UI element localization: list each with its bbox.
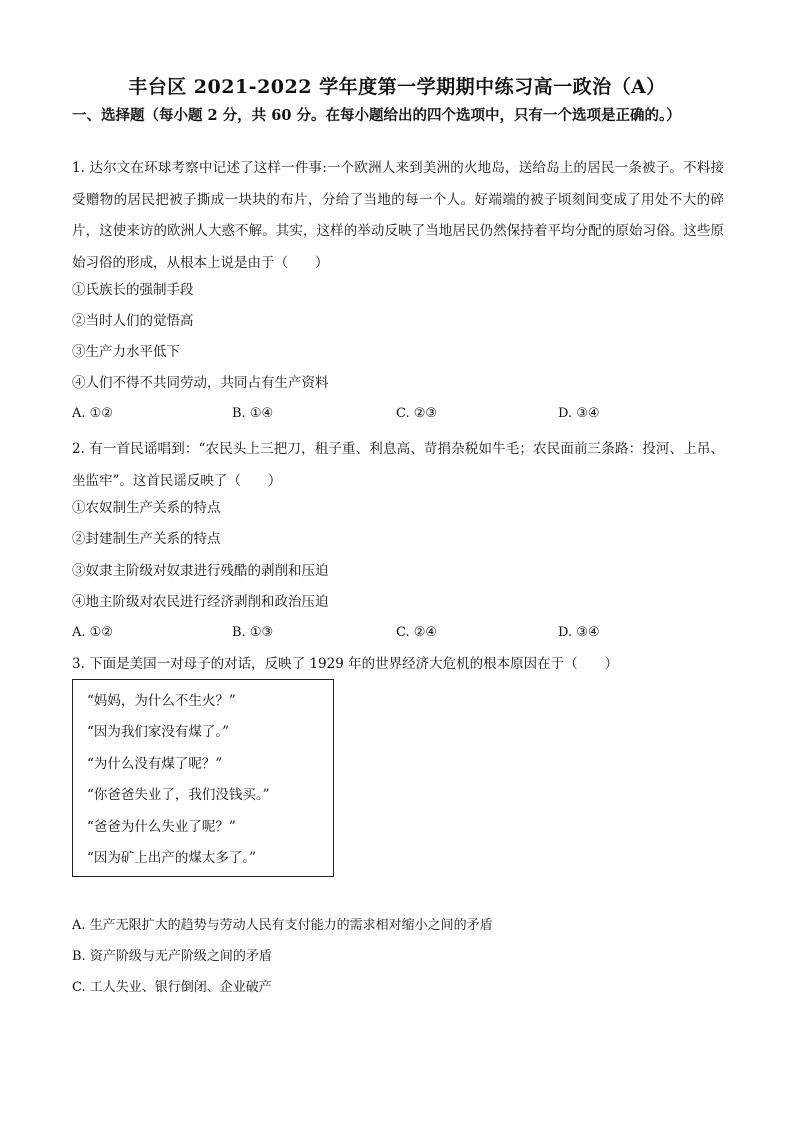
q1-item-2: ②当时人们的觉悟高 [72,313,194,329]
dialog-line-2: “因为我们家没有煤了。” [87,724,230,740]
q2-option-d: D. ③④ [558,625,600,640]
q3-stem: 3. 下面是美国一对母子的对话，反映了 1929 年的世界经济大危机的根本原因在于（ ） [72,656,619,672]
q2-item-4: ④地主阶级对农民进行经济剥削和政治压迫 [72,594,329,610]
dialog-line-1: “妈妈，为什么不生火？” [87,693,236,709]
q2-item-2: ②封建制生产关系的特点 [72,531,221,547]
q1-item-4: ④人们不得不共同劳动，共同占有生产资料 [72,375,329,391]
q3-option-c: C. 工人失业、银行倒闭、企业破产 [72,980,272,995]
q2-stem: 2. 有一首民谣唱到：“农民头上三把刀，租子重、利息高、苛捐杂税如牛毛；农民面前三条路：投河、上吊、坐监牢”。这首民谣反映了（ ） [72,441,724,489]
q2-item-3: ③奴隶主阶级对奴隶进行残酷的剥削和压迫 [72,563,329,579]
q1-stem: 1. 达尔文在环球考察中记述了这样一件事:一个欧洲人来到美洲的火地岛，送给岛上的居民一条被子。不料接受赠物的居民把被子撕成一块块的布片，分给了当地的每一个人。好端端的被子顷刻间变成了用处不大的碎片，这使来访的欧洲人大惑不解。其实，这样的举动反映了当地居民仍然保持着平均分配的原始习俗。这些原始习俗的形成，从根本上说是由于（ ） [72,160,724,271]
dialog-box [72,679,334,877]
dialog-line-4: “你爸爸失业了，我们没钱买。” [87,787,270,803]
dialog-line-6: “因为矿上出产的煤太多了。” [87,850,257,866]
q2-option-a: A. ①② [72,625,113,640]
q1-item-1: ①氏族长的强制手段 [72,282,194,298]
q1-option-b: B. ①④ [232,406,274,421]
q3-option-b: B. 资产阶级与无产阶级之间的矛盾 [72,949,272,964]
section-heading: 一、选择题（每小题 2 分，共 60 分。在每小题给出的四个选项中，只有一个选项是正确的。） [72,107,681,124]
exam-title: 丰台区 2021-2022 学年度第一学期期中练习高一政治（A） [128,76,666,98]
dialog-line-5: “爸爸为什么失业了呢？” [87,819,236,835]
q1-option-c: C. ②③ [396,406,438,421]
q2-option-b: B. ①③ [232,625,274,640]
q1-option-d: D. ③④ [558,406,600,421]
q2-option-c: C. ②④ [396,625,438,640]
q3-option-a: A. 生产无限扩大的趋势与劳动人民有支付能力的需求相对缩小之间的矛盾 [72,918,493,933]
dialog-line-3: “为什么没有煤了呢？” [87,756,223,772]
q1-item-3: ③生产力水平低下 [72,344,180,360]
q2-item-1: ①农奴制生产关系的特点 [72,500,221,516]
q1-option-a: A. ①② [72,406,113,421]
